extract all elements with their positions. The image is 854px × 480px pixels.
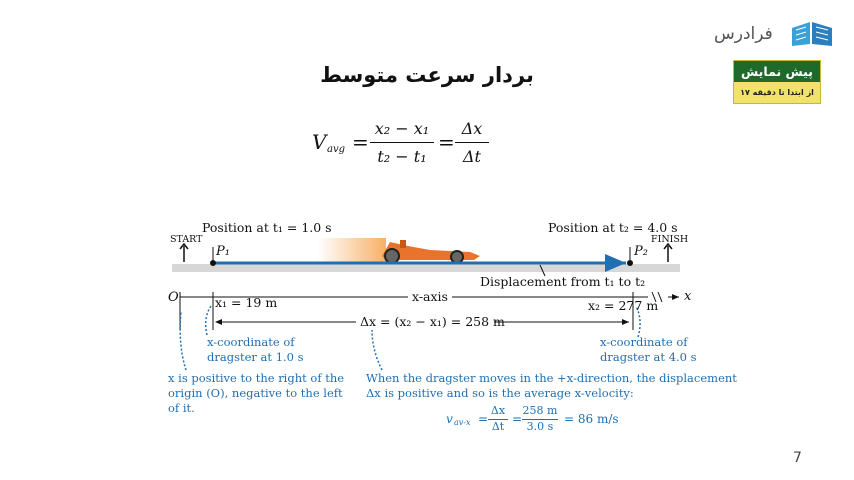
velocity-lhs-sub: av-x [454,418,471,427]
formula-denominator-2: Δt [463,147,481,166]
preview-badge-subtitle: از ابتدا تا دقیقه ۱۷ [734,82,820,103]
formula-numerator-2: Δx [461,119,483,138]
track [172,264,680,272]
dragster-icon [382,240,480,263]
delta-x-label: Δx = (x₂ − x₁) = 258 m [360,314,505,329]
coordinate-2-note-line2: dragster at 4.0 s [600,350,697,364]
slide-title: بردار سرعت متوسط [320,63,534,87]
p1-label: P₁ [216,244,230,259]
coordinate-2-note [600,335,697,365]
sign-convention-note [168,371,344,416]
coordinate-1-note-line1: x-coordinate of [207,335,295,349]
velocity-lhs: v [446,412,453,426]
p2-label: P₂ [634,244,648,259]
brand-name: فرادرس [714,24,773,44]
formula-denominator-1: t₂ − t₁ [377,147,427,166]
preview-badge-title: پیش نمایش [734,61,820,82]
x2-label: x₂ = 277 m [588,298,659,313]
velocity-result: = 86 m/s [564,412,619,426]
coordinate-1-note [207,335,304,365]
page-number: 7 [793,450,802,466]
direction-note-line1: When the dragster moves in the +x-direction, the displacement [366,371,737,385]
formula-lhs: V [312,130,327,154]
average-velocity-formula: V avg = x₂ − x₁ t₂ − t₁ = Δx Δt [312,116,552,176]
x1-label: x₁ = 19 m [215,295,278,310]
x-axis-label: x-axis [412,289,448,304]
velocity-num-2: 258 m [522,404,558,417]
sign-note-line1: x is positive to the right of the [168,371,345,385]
coordinate-2-note-line1: x-coordinate of [600,335,688,349]
sign-note-line3: of it. [168,401,195,415]
coordinate-1-note-line2: dragster at 1.0 s [207,350,304,364]
start-label: START [170,234,203,245]
position-2-label: Position at t₂ = 4.0 s [548,220,678,235]
formula-lhs-sub: avg [327,144,346,155]
velocity-equation: v av-x = Δx Δt = 258 m 3.0 s = 86 m/s [446,404,619,433]
finish-label: FINISH [651,234,689,245]
position-1-label: Position at t₁ = 1.0 s [202,220,332,235]
x-axis-end-label: x [684,289,692,304]
origin-label: O [168,290,179,305]
direction-note-line2: Δx is positive and so is the average x-velocity: [366,386,634,400]
direction-note [366,371,737,401]
displacement-label: Displacement from t₁ to t₂ [480,274,646,289]
velocity-den-1: Δt [491,420,505,433]
formula-numerator-1: x₂ − x₁ [374,119,430,138]
sign-note-line2: origin (O), negative to the left [168,386,343,400]
velocity-den-2: 3.0 s [526,420,554,433]
motion-blur [318,238,386,264]
velocity-num-1: Δx [490,404,506,417]
